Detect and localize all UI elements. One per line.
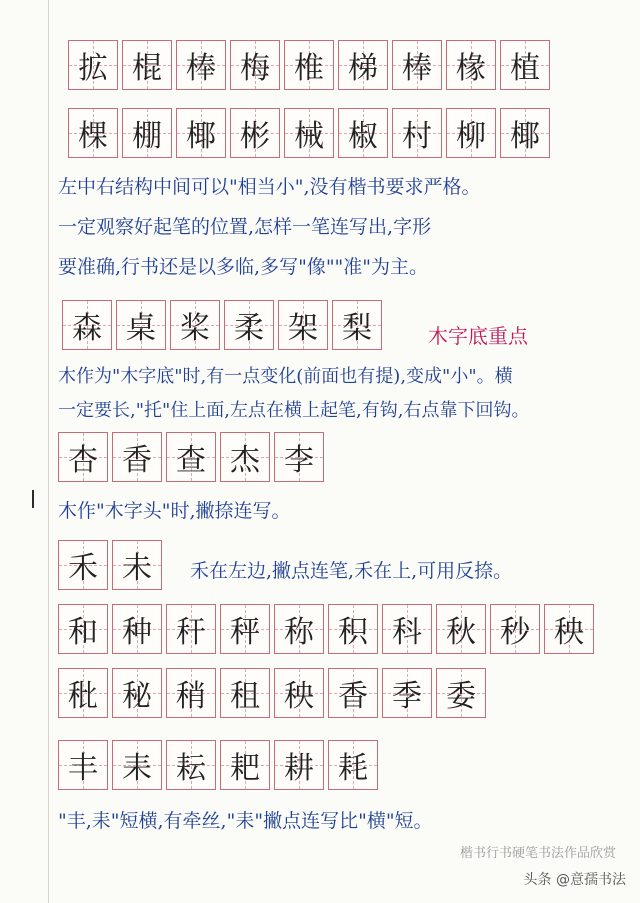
char-glyph: 椰	[186, 119, 216, 154]
char-cell	[382, 668, 432, 718]
char-glyph: 秕	[68, 679, 98, 714]
char-cell	[446, 108, 496, 158]
char-glyph: 植	[510, 51, 540, 86]
char-cell	[284, 108, 334, 158]
char-cell	[338, 40, 388, 90]
char-cell	[58, 740, 108, 790]
note-5: "丰,耒"短横,有牵丝,"耒"撇点连写比"横"短。	[58, 810, 433, 832]
char-cell	[500, 108, 550, 158]
note-1b: 一定观察好起笔的位置,怎样一笔连写出,字形	[58, 216, 432, 238]
char-cell	[58, 604, 108, 654]
char-row-2	[68, 108, 554, 158]
char-glyph: 种	[122, 615, 152, 650]
char-glyph: 村	[402, 119, 432, 154]
char-glyph: 耕	[284, 751, 314, 786]
margin-line	[48, 0, 49, 903]
source-credit: 头条 @意孺书法	[523, 872, 626, 888]
char-cell	[328, 740, 378, 790]
char-glyph: 棒	[402, 51, 432, 86]
char-cell	[392, 40, 442, 90]
char-cell	[62, 300, 112, 350]
char-cell	[112, 432, 162, 482]
char-glyph: 香	[122, 443, 152, 478]
char-cell	[58, 668, 108, 718]
char-cell	[116, 300, 166, 350]
char-cell	[122, 40, 172, 90]
char-row-8	[58, 740, 382, 790]
char-glyph: 秘	[122, 679, 152, 714]
note-1c: 要准确,行书还是以多临,多写"像""准"为主。	[58, 256, 429, 278]
char-glyph: 梨	[342, 311, 372, 346]
char-glyph: 稍	[176, 679, 206, 714]
note-3: 木作"木字头"时,撇捺连写。	[58, 500, 291, 522]
char-cell	[176, 40, 226, 90]
char-cell	[446, 40, 496, 90]
char-cell	[112, 604, 162, 654]
char-glyph: 耗	[338, 751, 368, 786]
char-cell	[332, 300, 382, 350]
char-cell	[68, 40, 118, 90]
char-cell	[278, 300, 328, 350]
char-cell	[392, 108, 442, 158]
char-cell	[170, 300, 220, 350]
char-cell	[122, 108, 172, 158]
margin-tick	[32, 490, 34, 508]
char-glyph: 耙	[230, 751, 260, 786]
char-glyph: 杰	[230, 443, 260, 478]
char-cell	[382, 604, 432, 654]
char-glyph: 秤	[230, 615, 260, 650]
char-glyph: 秆	[176, 615, 206, 650]
char-glyph: 秋	[446, 615, 476, 650]
char-glyph: 耘	[176, 751, 206, 786]
char-glyph: 耒	[122, 751, 152, 786]
char-glyph: 椰	[510, 119, 540, 154]
char-glyph: 梯	[348, 51, 378, 86]
char-cell	[166, 432, 216, 482]
char-cell	[274, 432, 324, 482]
char-glyph: 季	[392, 679, 422, 714]
char-glyph: 积	[338, 615, 368, 650]
char-cell	[230, 40, 280, 90]
char-cell	[436, 668, 486, 718]
char-glyph: 杏	[68, 443, 98, 478]
char-cell	[220, 668, 270, 718]
char-glyph: 械	[294, 119, 324, 154]
char-glyph: 彬	[240, 119, 270, 154]
char-cell	[68, 108, 118, 158]
char-cell	[490, 604, 540, 654]
char-glyph: 椒	[348, 119, 378, 154]
char-cell	[224, 300, 274, 350]
char-glyph: 秒	[500, 615, 530, 650]
char-cell	[112, 740, 162, 790]
char-cell	[230, 108, 280, 158]
char-row-4	[58, 432, 328, 482]
section-heading: 木字底重点	[428, 324, 528, 348]
char-glyph: 和	[68, 615, 98, 650]
note-2a: 木作为"木字底"时,有一点变化(前面也有提),变成"小"。横	[58, 366, 513, 387]
char-glyph: 棚	[132, 119, 162, 154]
note-2b: 一定要长,"托"住上面,左点在横上起笔,有钩,右点靠下回钩。	[58, 400, 530, 421]
char-cell	[274, 740, 324, 790]
char-glyph: 称	[284, 615, 314, 650]
char-cell	[274, 668, 324, 718]
char-cell	[284, 40, 334, 90]
char-glyph: 委	[446, 679, 476, 714]
char-cell	[58, 540, 108, 590]
char-cell	[112, 540, 162, 590]
char-glyph: 查	[176, 443, 206, 478]
char-cell	[328, 668, 378, 718]
char-cell	[166, 740, 216, 790]
char-cell	[338, 108, 388, 158]
char-cell	[436, 604, 486, 654]
char-cell	[220, 740, 270, 790]
char-cell	[58, 432, 108, 482]
char-glyph: 森	[72, 311, 102, 346]
char-glyph: 椎	[294, 51, 324, 86]
char-glyph: 柳	[456, 119, 486, 154]
char-cell	[112, 668, 162, 718]
char-glyph: 梅	[240, 51, 270, 86]
char-glyph: 李	[284, 443, 314, 478]
char-glyph: 秧	[284, 679, 314, 714]
char-cell	[328, 604, 378, 654]
char-cell	[166, 604, 216, 654]
char-row-3	[62, 300, 386, 350]
char-glyph: 桨	[180, 311, 210, 346]
char-row-7	[58, 668, 490, 718]
char-row-5	[58, 540, 166, 590]
char-glyph: 架	[288, 311, 318, 346]
char-glyph: 租	[230, 679, 260, 714]
char-glyph: 丰	[68, 751, 98, 786]
note-4: 禾在左边,撇点连笔,禾在上,可用反捺。	[190, 560, 513, 582]
char-glyph: 柔	[234, 311, 264, 346]
char-glyph: 桌	[126, 311, 156, 346]
char-row-1	[68, 40, 554, 90]
char-glyph: 椽	[456, 51, 486, 86]
char-cell	[544, 604, 594, 654]
note-1a: 左中右结构中间可以"相当小",没有楷书要求严格。	[58, 176, 481, 198]
char-cell	[176, 108, 226, 158]
char-glyph: 棒	[186, 51, 216, 86]
char-row-6	[58, 604, 598, 654]
char-cell	[166, 668, 216, 718]
char-glyph: 棵	[78, 119, 108, 154]
char-cell	[220, 432, 270, 482]
char-glyph: 香	[338, 679, 368, 714]
char-glyph: 科	[392, 615, 422, 650]
char-glyph: 秧	[554, 615, 584, 650]
char-cell	[220, 604, 270, 654]
char-glyph: 棍	[132, 51, 162, 86]
char-cell	[500, 40, 550, 90]
char-glyph: 未	[122, 551, 152, 586]
char-glyph: 拡	[78, 51, 108, 86]
char-glyph: 禾	[68, 551, 98, 586]
watermark-text: 楷书行书硬笔书法作品欣赏	[459, 846, 616, 861]
char-cell	[274, 604, 324, 654]
